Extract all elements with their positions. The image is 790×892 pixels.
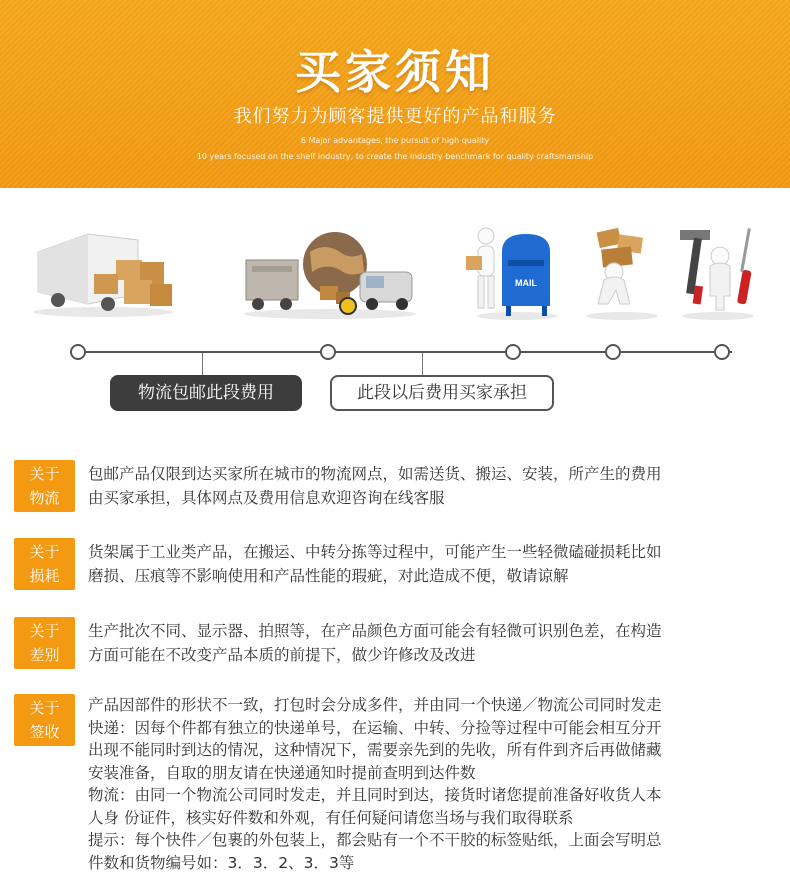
section-tag	[14, 460, 75, 512]
text-line: 提示：每个快件／包裹的外包装上，都会贴有一个不干胶的标签贴纸，上面会写明总	[88, 831, 662, 849]
free-shipping-segment-label: 物流包邮此段费用	[110, 375, 302, 411]
text-line: 产品因部件的形状不一致，打包时会分成多件，并由同一个快递／物流公司同时发走	[88, 696, 662, 714]
install-tools-icon	[670, 222, 766, 322]
text-line: 件数和货物编号如：3．3．2、3．3等	[88, 853, 355, 872]
tag-line: 关于	[29, 543, 60, 561]
section-tag	[14, 538, 75, 590]
text-line: 生产批次不同、显示器、拍照等，在产品颜色方面可能会有轻微可识别色差，在构造	[88, 622, 662, 640]
text-line: 方面可能在不改变产品本质的前提下，做少许修改及改进	[88, 646, 476, 664]
text-line: 由买家承担，具体网点及费用信息欢迎咨询在线客服	[88, 489, 445, 507]
text-line: 人身 份证件，核实好件数和外观，有任何疑问请您当场与我们取得联系	[88, 808, 574, 827]
text-line: 磨损、压痕等不影响使用和产品性能的瑕疵，对此造成不便，敬请谅解	[88, 567, 569, 585]
logistics-section	[14, 460, 784, 520]
timeline-node	[505, 344, 521, 360]
page-subtitle: 我们努力为顾客提供更好的产品和服务	[233, 106, 557, 127]
text-line: 包邮产品仅限到达买家所在城市的物流网点，如需送货、搬运、安装，所产生的费用	[88, 465, 662, 483]
text-line: 货架属于工业类产品，在搬运、中转分拣等过程中，可能产生一些轻微磕碰损耗比如	[88, 543, 662, 561]
receipt-section	[14, 694, 784, 890]
connector-line	[422, 353, 423, 375]
section-text	[88, 694, 784, 874]
section-text	[88, 462, 784, 510]
delivery-truck-icon	[28, 222, 178, 322]
tag-line: 关于	[29, 465, 60, 483]
tag-line: 差别	[29, 646, 60, 664]
global-logistics-icon	[240, 222, 420, 322]
section-tag	[14, 617, 75, 669]
mailbox-label: MAIL	[515, 278, 537, 288]
carry-boxes-icon	[574, 222, 670, 322]
tag-line: 损耗	[29, 567, 60, 585]
header-banner	[0, 0, 790, 188]
text-line: 快递：因每个件都有独立的快递单号，在运输、中转、分捡等过程中可能会相互分开	[88, 718, 662, 737]
section-text	[88, 619, 784, 667]
connector-line	[202, 353, 203, 375]
timeline-node	[70, 344, 86, 360]
english-tagline-2: 10 years focused on the shelf industry, to create the industry benchmark for quality craftsmanship	[196, 152, 594, 161]
timeline-node	[605, 344, 621, 360]
timeline-line	[78, 351, 732, 353]
timeline-node	[320, 344, 336, 360]
tag-line: 关于	[29, 622, 60, 640]
tag-line: 签收	[29, 723, 60, 741]
tag-line: 关于	[29, 699, 60, 717]
damage-section	[14, 538, 784, 598]
timeline-node	[714, 344, 730, 360]
buyer-paid-segment-label: 此段以后费用买家承担	[330, 375, 554, 411]
english-tagline-1: 6 Major advantages, the pursuit of high quality	[300, 136, 490, 145]
section-text	[88, 540, 784, 588]
text-line: 出现不能同时到达的情况，这种情况下，需要亲先到的先收，所有件到齐后再做储藏	[88, 741, 662, 759]
section-tag	[14, 694, 75, 746]
tag-line: 物流	[29, 489, 60, 507]
text-line: 安装准备，自取的朋友请在快递通知时提前查明到达件数	[88, 763, 476, 782]
text-line: 物流：由同一个物流公司同时发走，并且同时到达，接货时诸您提前准备好收货人本	[88, 786, 662, 804]
difference-section	[14, 617, 784, 677]
mailbox-icon	[462, 222, 562, 322]
page-title: 买家须知	[295, 45, 495, 99]
cost-timeline	[70, 340, 740, 370]
